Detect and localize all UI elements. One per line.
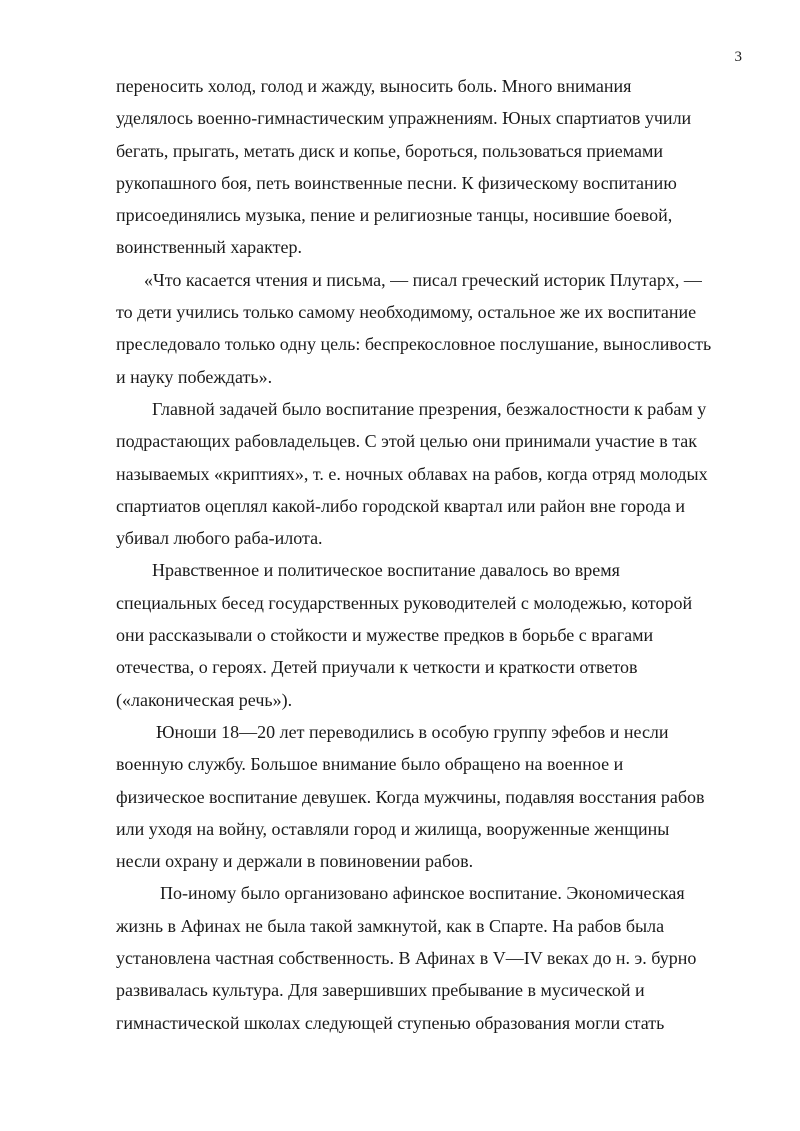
text-line: или уходя на войну, оставляли город и жилища, вооруженные женщины	[116, 818, 670, 839]
text-line: преследовало только одну цель: беспрекословное послушание, выносливость	[116, 334, 712, 355]
text-line: воинственный характер.	[116, 237, 302, 258]
text-line: По-иному было организовано афинское воспитание. Экономическая	[160, 883, 685, 904]
text-line: то дети учились только самому необходимому, остальное же их воспитание	[116, 302, 697, 323]
text-line: присоединялись музыка, пение и религиозные танцы, носившие боевой,	[116, 205, 673, 226]
text-line: и науку побеждать».	[116, 366, 273, 387]
text-line: Нравственное и политическое воспитание давалось во время	[152, 560, 620, 581]
text-line: физическое воспитание девушек. Когда мужчины, подавляя восстания рабов	[116, 786, 705, 807]
text-line: подрастающих рабовладельцев. С этой целью они принимали участие в так	[116, 431, 698, 452]
text-line: Юноши 18—20 лет переводились в особую группу эфебов и несли	[156, 721, 669, 742]
text-line: гимнастической школах следующей ступенью образования могли стать	[116, 1012, 665, 1033]
text-line: переносить холод, голод и жажду, выносить боль. Много внимания	[116, 76, 632, 96]
text-line: установлена частная собственность. В Афинах в V—IV веках до н. э. бурно	[116, 948, 697, 969]
paragraph-6	[116, 877, 756, 1038]
text-line: называемых «криптиях», т. е. ночных облавах на рабов, когда отряд молодых	[116, 463, 708, 484]
text-line: рукопашного боя, петь воинственные песни. К физическому воспитанию	[116, 172, 677, 193]
text-line: жизнь в Афинах не была такой замкнутой, как в Спарте. На рабов была	[116, 915, 665, 936]
paragraph-2	[116, 264, 756, 393]
paragraph-1	[116, 70, 756, 264]
text-line: развивалась культура. Для завершивших пребывание в мусической и	[116, 980, 645, 1001]
paragraph-4	[116, 554, 756, 715]
text-line: несли охрану и держали в повиновении рабов.	[116, 851, 474, 872]
page-number: 3	[734, 49, 742, 65]
text-line: военную службу. Большое внимание было обращено на военное и	[116, 754, 624, 775]
text-line: специальных бесед государственных руководителей с молодежью, которой	[116, 592, 693, 613]
text-line: уделялось военно-гимнастическим упражнениям. Юных спартиатов учили	[116, 108, 692, 129]
text-line: убивал любого раба-илота.	[116, 528, 323, 549]
page-body	[116, 70, 756, 1039]
text-line: бегать, прыгать, метать диск и копье, бороться, пользоваться приемами	[116, 140, 664, 161]
text-line: они рассказывали о стойкости и мужестве предков в борьбе с врагами	[116, 625, 654, 646]
paragraph-3	[116, 393, 756, 554]
text-line: Главной задачей было воспитание презрения, безжалостности к рабам у	[152, 398, 707, 419]
text-line: спартиатов оцеплял какой-либо городской квартал или район вне города и	[116, 495, 686, 516]
text-line: «Что касается чтения и письма, — писал греческий историк Плутарх, —	[144, 269, 702, 290]
paragraph-5	[116, 716, 756, 877]
text-line: отечества, о героях. Детей приучали к четкости и краткости ответов	[116, 657, 638, 678]
text-line: («лаконическая речь»).	[116, 689, 293, 710]
